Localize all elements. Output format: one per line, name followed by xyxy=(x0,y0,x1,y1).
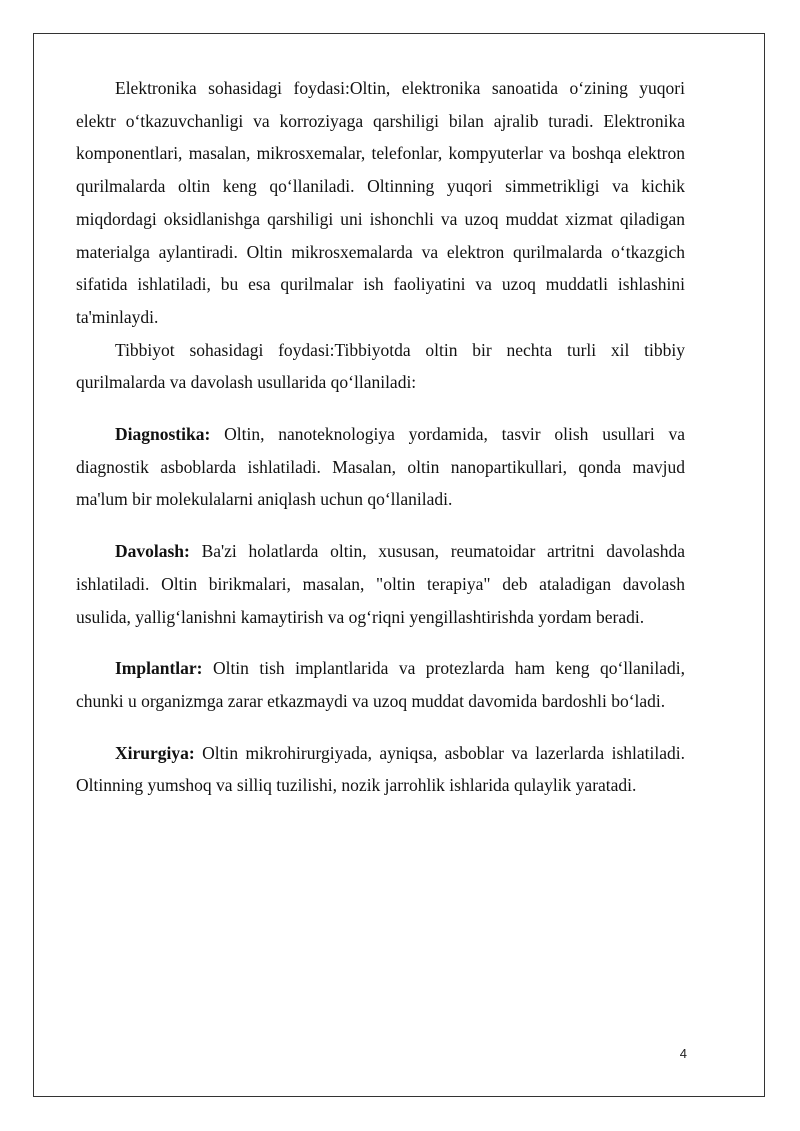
paragraph-diagnostics xyxy=(76,418,685,516)
paragraph-heading: Davolash: xyxy=(115,541,190,562)
paragraph-heading: Xirurgiya: xyxy=(115,742,195,763)
paragraph-surgery xyxy=(76,737,685,802)
paragraph-implants xyxy=(76,652,685,717)
paragraph-text: Elektronika sohasidagi foydasi:Oltin, elektronika sanoatida o‘zining yuqori elektr o‘tkazuvchanligi va korroziyaga qarshiligi bilan ajralib turadi. Elektronika komponentlari, masalan, mikrosxemalar, telefonlar, kompyuterlar va boshqa elektron qurilmalarda oltin keng qo‘llaniladi. Oltinning yuqori simmetrikligi va kichik miqdordagi oksidlanishga qarshiligi uni ishonchli va uzoq muddat xizmat qiladigan materialga aylantiradi. Oltin mikrosxemalarda va elektron qurilmalarda o‘tkazgich sifatida ishlatiladi, bu esa qurilmalar ish faoliyatini va uzoq muddatli ishlashini ta'minlaydi. xyxy=(76,78,685,327)
paragraph-text: Tibbiyot sohasidagi foydasi:Tibbiyotda oltin bir nechta turli xil tibbiy qurilmalarda va davolash usullarida qo‘llaniladi: xyxy=(76,339,685,393)
paragraph-heading: Implantlar: xyxy=(115,658,203,679)
paragraph-text: Ba'zi holatlarda oltin, xususan, reumatoidar artritni davolashda ishlatiladi. Oltin birikmalari, masalan, "oltin terapiya" deb ataladigan davolash usulida, yallig‘lanishni kamaytirish va og‘riqni yengillashtirishda yordam beradi. xyxy=(76,541,685,627)
paragraph-heading: Diagnostika: xyxy=(115,424,211,445)
paragraph-electronics xyxy=(76,72,685,334)
paragraph-medicine-intro xyxy=(76,334,685,399)
paragraph-text: Oltin, nanoteknologiya yordamida, tasvir olish usullari va diagnostik asboblarda ishlatiladi. Masalan, oltin nanopartikullari, qonda mavjud ma'lum bir molekulalarni aniqlash uchun qo‘llaniladi. xyxy=(76,424,685,510)
page-number: 4 xyxy=(679,1046,687,1061)
paragraph-text: Oltin tish implantlarida va protezlarda ham keng qo‘llaniladi, chunki u organizmga zarar etkazmaydi va uzoq muddat davomida bardoshli bo‘ladi. xyxy=(76,658,685,711)
document-body xyxy=(76,72,685,802)
paragraph-treatment xyxy=(76,535,685,633)
paragraph-text: Oltin mikrohirurgiyada, ayniqsa, asboblar va lazerlarda ishlatiladi. Oltinning yumshoq va silliq tuzilishi, nozik jarrohlik ishlarida qulaylik yaratadi. xyxy=(76,742,685,796)
